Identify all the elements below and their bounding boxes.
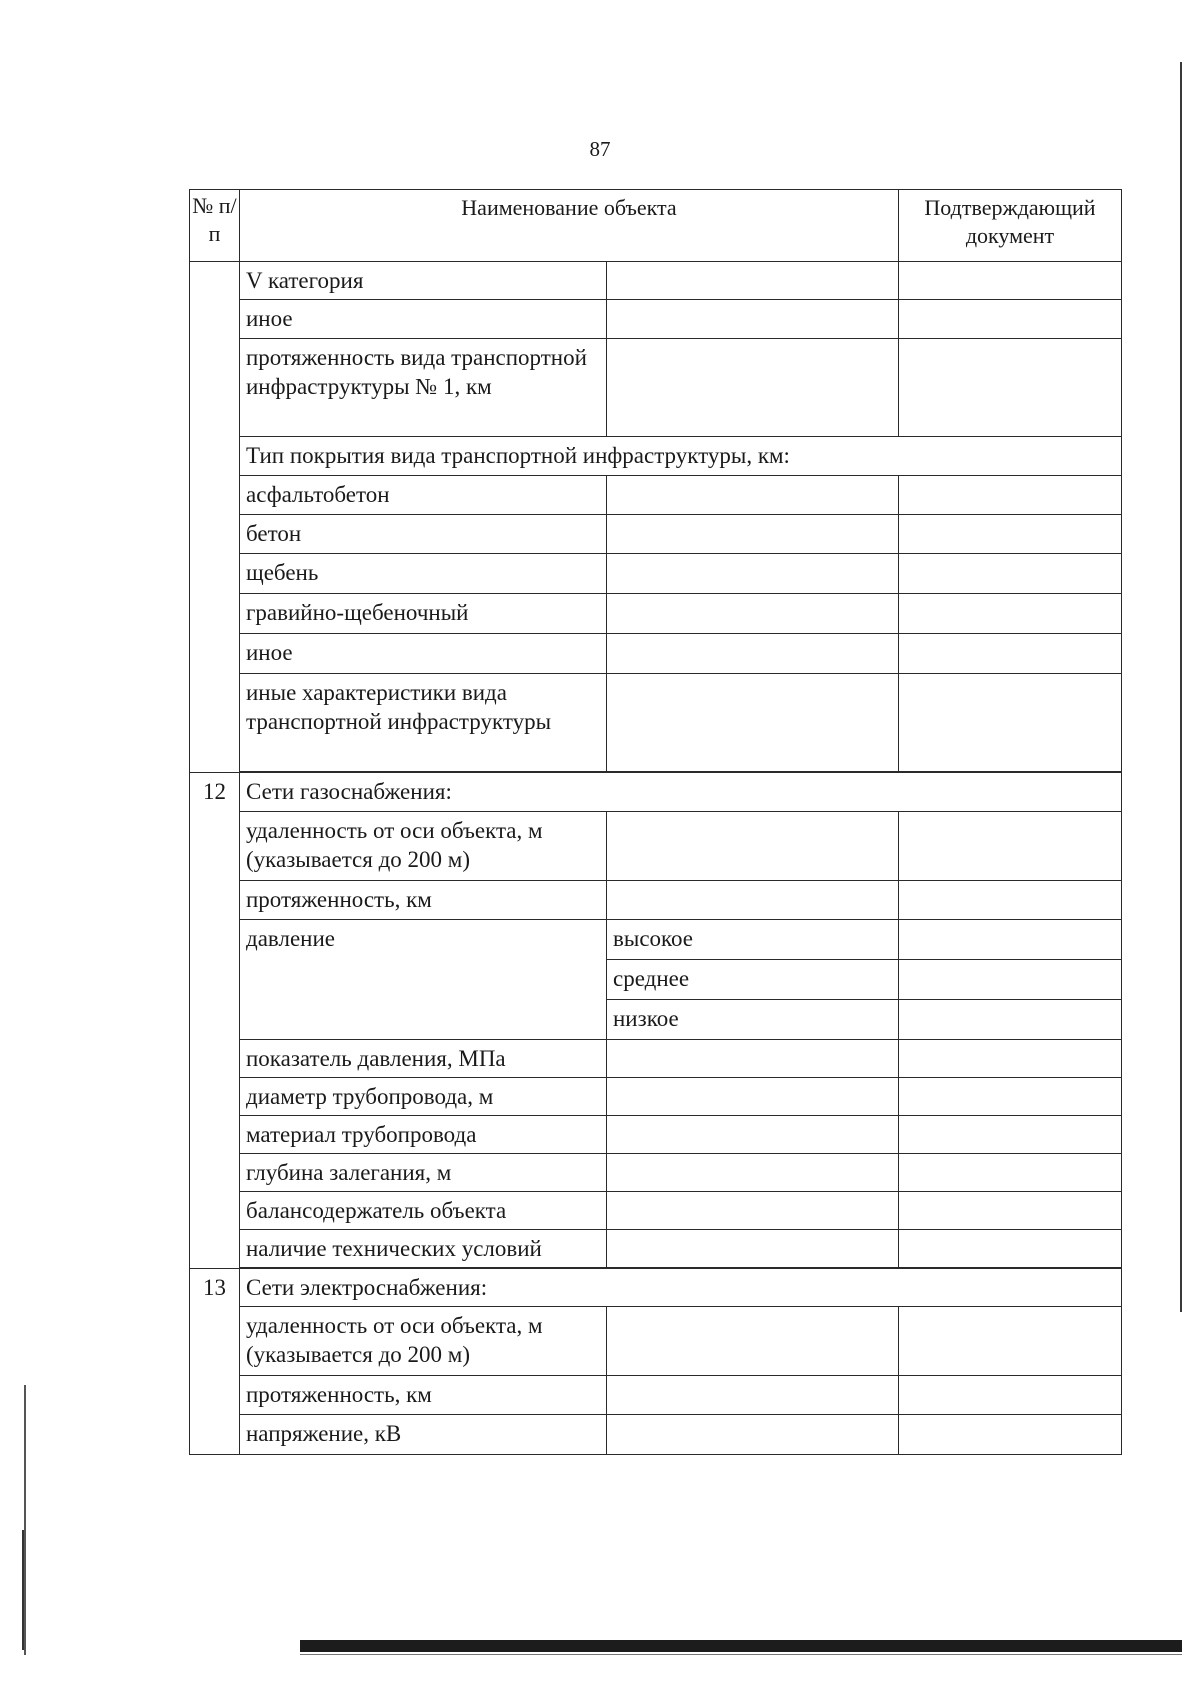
section-title-13: Сети электроснабжения: <box>240 1269 1122 1307</box>
value-cell[interactable] <box>607 881 899 920</box>
value-cell[interactable] <box>607 1415 899 1455</box>
table-row <box>190 1116 1122 1154</box>
table-row <box>190 1415 1122 1455</box>
table-row <box>190 881 1122 920</box>
row-label: протяженность вида транспортной инфраструктуры № 1, км <box>240 339 607 437</box>
table-row <box>190 554 1122 594</box>
scan-bottom-bar <box>300 1640 1182 1652</box>
scan-edge-left-2 <box>22 1530 24 1650</box>
row-label: показатель давления, МПа <box>240 1040 607 1078</box>
document-cell[interactable] <box>899 515 1122 554</box>
header-number: № п/п <box>190 190 240 262</box>
row-label: удаленность от оси объекта, м (указывается до 200 м) <box>240 812 607 881</box>
document-cell[interactable] <box>899 1415 1122 1455</box>
table-header <box>190 190 1122 262</box>
header-name: Наименование объекта <box>240 190 899 262</box>
document-cell[interactable] <box>899 262 1122 300</box>
table-row <box>190 674 1122 772</box>
value-cell[interactable] <box>607 1376 899 1415</box>
table-row <box>190 773 1122 812</box>
table-row <box>190 1154 1122 1192</box>
document-cell[interactable] <box>899 300 1122 339</box>
document-cell[interactable] <box>899 339 1122 437</box>
pressure-label: давление <box>240 920 607 1040</box>
coverage-title: Тип покрытия вида транспортной инфраструктуры, км: <box>240 437 1122 476</box>
value-cell[interactable] <box>607 262 899 300</box>
scan-edge-right <box>1180 62 1182 1312</box>
row-label: V категория <box>240 262 607 300</box>
row-label: гравийно-щебеночный <box>240 594 607 634</box>
value-cell[interactable] <box>607 1230 899 1268</box>
scan-bottom-line <box>300 1654 1182 1655</box>
document-cell[interactable] <box>899 1116 1122 1154</box>
value-cell[interactable] <box>607 1154 899 1192</box>
table-row <box>190 920 1122 960</box>
table-row <box>190 339 1122 437</box>
value-cell[interactable] <box>607 476 899 515</box>
section-number-12: 12 <box>190 773 240 1269</box>
document-cell[interactable] <box>899 634 1122 674</box>
object-form-table <box>189 189 1122 1455</box>
value-cell[interactable] <box>607 634 899 674</box>
number-cell-continued <box>190 262 240 773</box>
document-cell[interactable] <box>899 1307 1122 1376</box>
table-row <box>190 1078 1122 1116</box>
scan-edge-left <box>24 1385 26 1655</box>
row-label: протяженность, км <box>240 881 607 920</box>
row-label: балансодержатель объекта <box>240 1192 607 1230</box>
table-row <box>190 1376 1122 1415</box>
pressure-option: низкое <box>607 1000 899 1040</box>
row-label: щебень <box>240 554 607 594</box>
document-cell[interactable] <box>899 594 1122 634</box>
document-cell[interactable] <box>899 1000 1122 1040</box>
row-label: глубина залегания, м <box>240 1154 607 1192</box>
value-cell[interactable] <box>607 674 899 772</box>
table-row <box>190 1040 1122 1078</box>
header-document: Подтверждающий документ <box>899 190 1122 262</box>
document-cell[interactable] <box>899 881 1122 920</box>
row-label: иное <box>240 300 607 339</box>
document-cell[interactable] <box>899 1040 1122 1078</box>
section-title-12: Сети газоснабжения: <box>240 773 1122 812</box>
table-row <box>190 594 1122 634</box>
value-cell[interactable] <box>607 554 899 594</box>
value-cell[interactable] <box>607 1040 899 1078</box>
table-row <box>190 634 1122 674</box>
document-cell[interactable] <box>899 812 1122 881</box>
document-cell[interactable] <box>899 554 1122 594</box>
document-cell[interactable] <box>899 1376 1122 1415</box>
section-number-13: 13 <box>190 1269 240 1455</box>
value-cell[interactable] <box>607 339 899 437</box>
document-cell[interactable] <box>899 674 1122 772</box>
table-row <box>190 1307 1122 1376</box>
value-cell[interactable] <box>607 1116 899 1154</box>
table-row <box>190 476 1122 515</box>
row-label: протяженность, км <box>240 1376 607 1415</box>
table-row <box>190 437 1122 476</box>
value-cell[interactable] <box>607 300 899 339</box>
row-label: наличие технических условий <box>240 1230 607 1268</box>
value-cell[interactable] <box>607 1307 899 1376</box>
table-row <box>190 1192 1122 1230</box>
value-cell[interactable] <box>607 515 899 554</box>
value-cell[interactable] <box>607 1078 899 1116</box>
table-row <box>190 515 1122 554</box>
document-cell[interactable] <box>899 476 1122 515</box>
row-label: удаленность от оси объекта, м (указывается до 200 м) <box>240 1307 607 1376</box>
table-row <box>190 1269 1122 1307</box>
value-cell[interactable] <box>607 594 899 634</box>
document-cell[interactable] <box>899 1154 1122 1192</box>
value-cell[interactable] <box>607 812 899 881</box>
table-row <box>190 1230 1122 1268</box>
row-label: материал трубопровода <box>240 1116 607 1154</box>
table-row <box>190 812 1122 881</box>
document-cell[interactable] <box>899 1192 1122 1230</box>
table-row <box>190 300 1122 339</box>
pressure-option: высокое <box>607 920 899 960</box>
page-number: 87 <box>589 137 611 161</box>
value-cell[interactable] <box>607 1192 899 1230</box>
row-label: бетон <box>240 515 607 554</box>
table-row <box>190 262 1122 300</box>
document-cell[interactable] <box>899 920 1122 960</box>
pressure-option: среднее <box>607 960 899 1000</box>
row-label: диаметр трубопровода, м <box>240 1078 607 1116</box>
row-label: иное <box>240 634 607 674</box>
row-label: иные характеристики вида транспортной инфраструктуры <box>240 674 607 772</box>
document-cell[interactable] <box>899 960 1122 1000</box>
document-cell[interactable] <box>899 1230 1122 1268</box>
document-cell[interactable] <box>899 1078 1122 1116</box>
row-label: напряжение, кВ <box>240 1415 607 1455</box>
row-label: асфальтобетон <box>240 476 607 515</box>
